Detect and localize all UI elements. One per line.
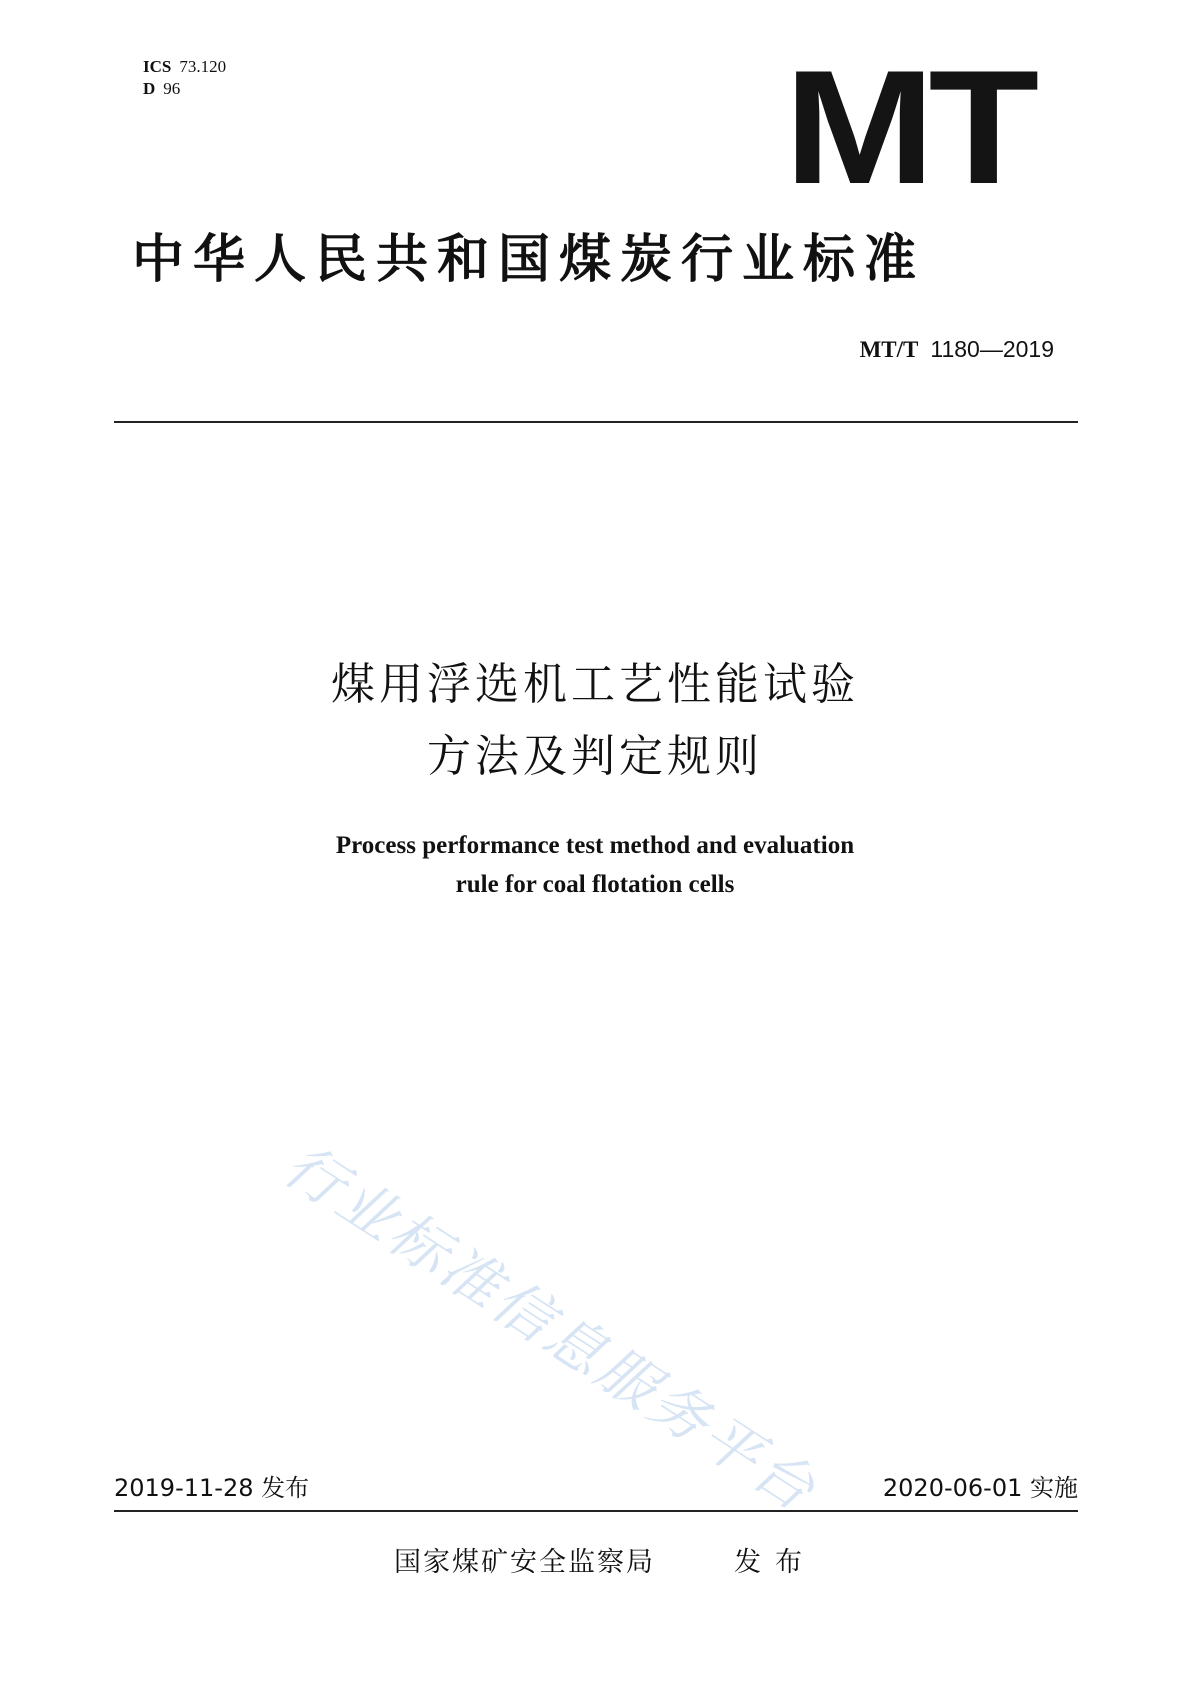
standard-type-title: 中华人民共和国煤炭行业标准: [132, 230, 926, 290]
english-title-line-1: Process performance test method and evaluation: [335, 832, 855, 859]
standard-code: [860, 334, 1054, 365]
ics-value: 73.120: [179, 57, 227, 76]
classification-codes: [143, 56, 226, 100]
ccs-value: 96: [163, 79, 181, 98]
issue-date: 2019-11-28 发布: [114, 1474, 310, 1502]
ics-label: ICS: [143, 57, 172, 76]
chinese-title-line-1: 煤用浮选机工艺性能试验: [331, 659, 859, 710]
bottom-divider: [114, 1510, 1078, 1512]
standard-code-prefix: MT/T: [859, 337, 919, 362]
ccs-label: D: [143, 79, 156, 98]
top-divider: [114, 421, 1078, 423]
issued-label: 发布: [734, 1547, 816, 1578]
chinese-title-line-2: 方法及判定规则: [427, 731, 763, 782]
mt-logo: MT: [784, 37, 1033, 218]
ics-code: [143, 56, 226, 78]
implementation-date: 2020-06-01 实施: [882, 1474, 1078, 1502]
watermark: 行业标准信息服务平台: [272, 1130, 830, 1526]
english-title-line-2: rule for coal flotation cells: [455, 871, 735, 898]
ccs-code: [143, 78, 226, 100]
issuing-authority: 国家煤矿安全监察局: [394, 1547, 655, 1578]
standard-code-number: 1180—2019: [930, 336, 1054, 362]
